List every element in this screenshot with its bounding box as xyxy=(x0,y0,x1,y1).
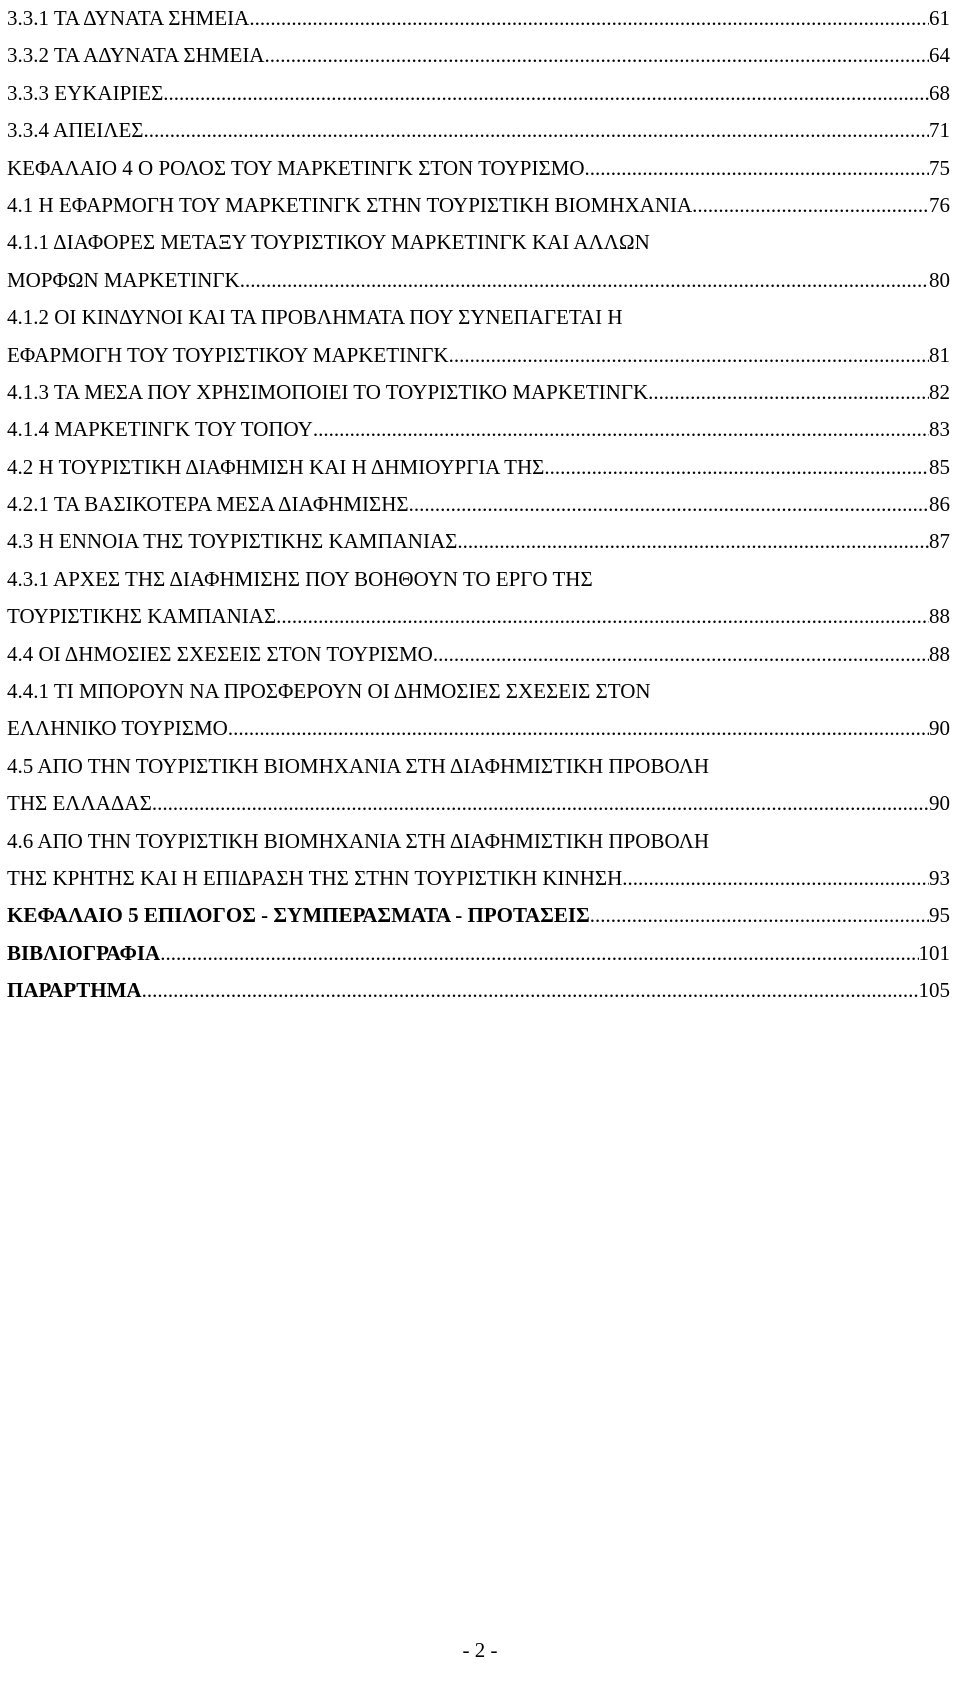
toc-dot-leader xyxy=(622,860,929,897)
toc-entry[interactable] xyxy=(7,636,950,673)
toc-entry-page: 95 xyxy=(929,903,950,928)
toc-dot-leader xyxy=(409,486,929,523)
toc-entry-row xyxy=(7,0,950,37)
toc-entry-row xyxy=(7,710,950,747)
toc-entry-page: 85 xyxy=(929,454,950,479)
toc-entry-title: 4.2.1 ΤΑ ΒΑΣΙΚΟΤΕΡΑ ΜΕΣΑ ΔΙΑΦΗΜΙΣΗΣ xyxy=(7,492,409,517)
toc-entry[interactable] xyxy=(7,262,950,299)
toc-dot-leader xyxy=(544,449,929,486)
toc-entry-title: ΒΙΒΛΙΟΓΡΑΦΙΑ xyxy=(7,940,161,965)
toc-entry[interactable] xyxy=(7,75,950,112)
toc-dot-leader xyxy=(240,262,929,299)
toc-entry-page: 71 xyxy=(929,118,950,143)
toc-entry-title: 4.3 Η ΕΝΝΟΙΑ ΤΗΣ ΤΟΥΡΙΣΤΙΚΗΣ ΚΑΜΠΑΝΙΑΣ xyxy=(7,529,458,554)
toc-entry-title: ΤΟΥΡΙΣΤΙΚΗΣ ΚΑΜΠΑΝΙΑΣ xyxy=(7,604,277,629)
toc-entry-title: 4.1.4 ΜΑΡΚΕΤΙΝΓΚ ΤΟΥ ΤΟΠΟΥ xyxy=(7,417,313,442)
toc-entry-row xyxy=(7,823,950,860)
toc-entry[interactable] xyxy=(7,187,950,224)
toc-entry[interactable] xyxy=(7,598,950,635)
toc-entry-title: ΕΦΑΡΜΟΓΗ ΤΟΥ ΤΟΥΡΙΣΤΙΚΟΥ ΜΑΡΚΕΤΙΝΓΚ xyxy=(7,342,449,367)
toc-entry-page: 101 xyxy=(918,940,950,965)
page-number: - 2 - xyxy=(462,1638,498,1662)
toc-entry-page: 86 xyxy=(929,492,950,517)
toc-entry-row xyxy=(7,112,950,149)
toc-dot-leader xyxy=(585,150,929,187)
toc-dot-leader xyxy=(160,935,918,972)
toc-entry[interactable] xyxy=(7,150,950,187)
toc-dot-leader xyxy=(152,785,929,822)
toc-entry-page: 83 xyxy=(929,417,950,442)
toc-entry-title: ΤΗΣ ΚΡΗΤΗΣ ΚΑΙ Η ΕΠΙΔΡΑΣΗ ΤΗΣ ΣΤΗΝ ΤΟΥΡΙΣΤΙΚΗ ΚΙΝΗΣΗ xyxy=(7,865,623,890)
toc-entry-row xyxy=(7,561,950,598)
toc-dot-leader xyxy=(648,374,929,411)
toc-entry[interactable] xyxy=(7,823,950,860)
toc-entry-page: 76 xyxy=(929,192,950,217)
toc-entry[interactable] xyxy=(7,37,950,74)
toc-entry-row xyxy=(7,224,950,261)
toc-entry[interactable] xyxy=(7,710,950,747)
toc-dot-leader xyxy=(276,598,929,635)
toc-entry-page: 90 xyxy=(929,716,950,741)
toc-dot-leader xyxy=(264,37,929,74)
toc-entry-page: 87 xyxy=(929,529,950,554)
toc-entry-title: 4.6 ΑΠΟ ΤΗΝ ΤΟΥΡΙΣΤΙΚΗ ΒΙΟΜΗΧΑΝΙΑ ΣΤΗ ΔΙΑΦΗΜΙΣΤΙΚΗ ΠΡΟΒΟΛΗ xyxy=(7,828,710,853)
toc-entry[interactable] xyxy=(7,673,950,710)
toc-entry-row xyxy=(7,598,950,635)
toc-entry-row xyxy=(7,935,950,972)
toc-entry-title: 4.2 Η ΤΟΥΡΙΣΤΙΚΗ ΔΙΑΦΗΜΙΣΗ ΚΑΙ Η ΔΗΜΙΟΥΡΓΙΑ ΤΗΣ xyxy=(7,454,545,479)
toc-entry[interactable] xyxy=(7,411,950,448)
toc-entry-title: ΜΟΡΦΩΝ ΜΑΡΚΕΤΙΝΓΚ xyxy=(7,267,240,292)
toc-entry-page: 75 xyxy=(929,155,950,180)
toc-entry-page: 68 xyxy=(929,80,950,105)
toc-dot-leader xyxy=(313,411,929,448)
toc-entry-title: 3.3.1 ΤΑ ΔΥΝΑΤΑ ΣΗΜΕΙΑ xyxy=(7,6,250,30)
toc-entry[interactable] xyxy=(7,112,950,149)
toc-entry-page: 61 xyxy=(929,6,950,30)
toc-entry-row xyxy=(7,337,950,374)
toc-entry-row xyxy=(7,37,950,74)
toc-entry-page: 64 xyxy=(929,43,950,68)
toc-entry-row xyxy=(7,262,950,299)
toc-entry-row xyxy=(7,374,950,411)
toc-entry-row xyxy=(7,523,950,560)
toc-dot-leader xyxy=(433,636,929,673)
toc-entry[interactable] xyxy=(7,935,950,972)
toc-entry-row xyxy=(7,897,950,934)
toc-entry-page: 93 xyxy=(929,865,950,890)
toc-entry[interactable] xyxy=(7,449,950,486)
toc-entry[interactable] xyxy=(7,486,950,523)
toc-entry[interactable] xyxy=(7,561,950,598)
toc-entry[interactable] xyxy=(7,0,950,37)
toc-entry-page: 80 xyxy=(929,267,950,292)
toc-entry-title: 3.3.4 ΑΠΕΙΛΕΣ xyxy=(7,118,144,143)
toc-entry-title: 4.1.3 ΤΑ ΜΕΣΑ ΠΟΥ ΧΡΗΣΙΜΟΠΟΙΕΙ ΤΟ ΤΟΥΡΙΣΤΙΚΟ ΜΑΡΚΕΤΙΝΓΚ xyxy=(7,379,649,404)
toc-entry[interactable] xyxy=(7,785,950,822)
toc-entry-title: 4.3.1 ΑΡΧΕΣ ΤΗΣ ΔΙΑΦΗΜΙΣΗΣ ΠΟΥ ΒΟΗΘΟΥΝ ΤΟ ΕΡΓΟ ΤΗΣ xyxy=(7,566,593,591)
toc-entry[interactable] xyxy=(7,748,950,785)
toc-entry-row xyxy=(7,972,950,1009)
toc-dot-leader xyxy=(692,187,929,224)
toc-entry-page: 105 xyxy=(918,978,950,1003)
toc-entry-row xyxy=(7,860,950,897)
table-of-contents xyxy=(7,0,950,1010)
toc-entry[interactable] xyxy=(7,224,950,261)
toc-entry[interactable] xyxy=(7,523,950,560)
toc-entry-title: 4.4 ΟΙ ΔΗΜΟΣΙΕΣ ΣΧΕΣΕΙΣ ΣΤΟΝ ΤΟΥΡΙΣΜΟ xyxy=(7,641,433,666)
toc-dot-leader xyxy=(228,710,929,747)
toc-entry[interactable] xyxy=(7,860,950,897)
toc-entry-row xyxy=(7,486,950,523)
toc-entry-row xyxy=(7,411,950,448)
toc-entry-page: 81 xyxy=(929,342,950,367)
toc-entry-row xyxy=(7,748,950,785)
toc-dot-leader xyxy=(142,972,919,1009)
toc-entry-title: 4.4.1 ΤΙ ΜΠΟΡΟΥΝ ΝΑ ΠΡΟΣΦΕΡΟΥΝ ΟΙ ΔΗΜΟΣΙΕΣ ΣΧΕΣΕΙΣ ΣΤΟΝ xyxy=(7,679,651,704)
toc-dot-leader xyxy=(449,337,929,374)
toc-entry-title: 4.5 ΑΠΟ ΤΗΝ ΤΟΥΡΙΣΤΙΚΗ ΒΙΟΜΗΧΑΝΙΑ ΣΤΗ ΔΙΑΦΗΜΙΣΤΙΚΗ ΠΡΟΒΟΛΗ xyxy=(7,753,710,778)
toc-entry-title: 4.1.2 ΟΙ ΚΙΝΔΥΝΟΙ ΚΑΙ ΤΑ ΠΡΟΒΛΗΜΑΤΑ ΠΟΥ ΣΥΝΕΠΑΓΕΤΑΙ Η xyxy=(7,305,623,330)
toc-dot-leader xyxy=(590,897,929,934)
toc-entry-row xyxy=(7,785,950,822)
toc-dot-leader xyxy=(144,112,929,149)
toc-entry-title: ΕΛΛΗΝΙΚΟ ΤΟΥΡΙΣΜΟ xyxy=(7,716,228,741)
toc-entry-row xyxy=(7,187,950,224)
toc-entry-title: 4.1.1 ΔΙΑΦΟΡΕΣ ΜΕΤΑΞΥ ΤΟΥΡΙΣΤΙΚΟΥ ΜΑΡΚΕΤΙΝΓΚ ΚΑΙ ΑΛΛΩΝ xyxy=(7,230,650,255)
toc-entry[interactable] xyxy=(7,337,950,374)
toc-dot-leader xyxy=(163,75,929,112)
toc-entry-page: 88 xyxy=(929,604,950,629)
toc-entry-row xyxy=(7,299,950,336)
toc-entry[interactable] xyxy=(7,972,950,1009)
toc-entry-page: 90 xyxy=(929,791,950,816)
toc-dot-leader xyxy=(457,523,929,560)
toc-entry-title: 3.3.2 ΤΑ ΑΔΥΝΑΤΑ ΣΗΜΕΙΑ xyxy=(7,43,265,68)
toc-entry-title: ΚΕΦΑΛΑΙΟ 5 ΕΠΙΛΟΓΟΣ - ΣΥΜΠΕΡΑΣΜΑΤΑ - ΠΡΟΤΑΣΕΙΣ xyxy=(7,903,590,928)
toc-entry-page: 88 xyxy=(929,641,950,666)
toc-entry-title: ΠΑΡΑΡΤΗΜΑ xyxy=(7,978,142,1003)
toc-entry-row xyxy=(7,673,950,710)
toc-entry[interactable] xyxy=(7,299,950,336)
toc-entry[interactable] xyxy=(7,897,950,934)
toc-entry-title: ΤΗΣ ΕΛΛΑΔΑΣ xyxy=(7,791,152,816)
toc-entry-row xyxy=(7,75,950,112)
toc-entry-row xyxy=(7,449,950,486)
toc-entry-page: 82 xyxy=(929,379,950,404)
toc-entry-row xyxy=(7,636,950,673)
toc-entry-title: 4.1 Η ΕΦΑΡΜΟΓΗ ΤΟΥ ΜΑΡΚΕΤΙΝΓΚ ΣΤΗΝ ΤΟΥΡΙΣΤΙΚΗ ΒΙΟΜΗΧΑΝΙΑ xyxy=(7,192,693,217)
toc-entry-title: ΚΕΦΑΛΑΙΟ 4 Ο ΡΟΛΟΣ ΤΟΥ ΜΑΡΚΕΤΙΝΓΚ ΣΤΟΝ ΤΟΥΡΙΣΜΟ xyxy=(7,155,585,180)
toc-dot-leader xyxy=(249,0,929,37)
toc-entry-title: 3.3.3 ΕΥΚΑΙΡΙΕΣ xyxy=(7,80,164,105)
toc-entry-row xyxy=(7,150,950,187)
toc-entry[interactable] xyxy=(7,374,950,411)
